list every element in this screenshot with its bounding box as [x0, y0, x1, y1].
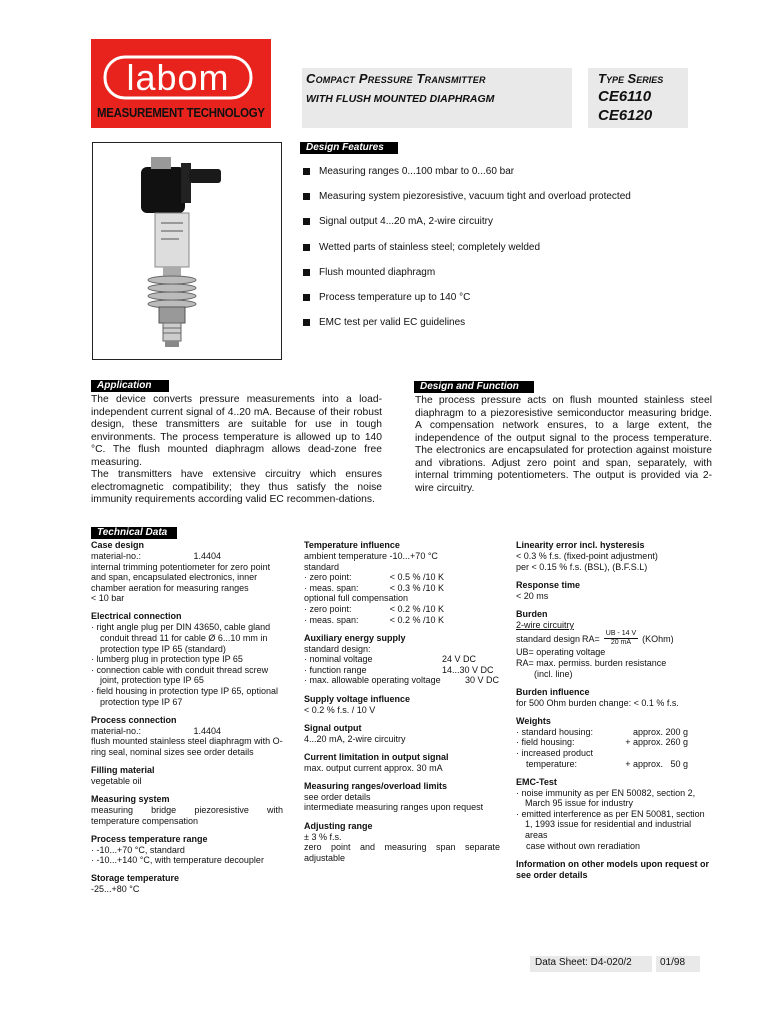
data-sheet-number: Data Sheet: D4-020/2	[535, 957, 632, 968]
electrical-item: · field housing in protection type IP 65, optional protection type IP 67	[91, 686, 278, 707]
emc-item: · emitted interference as per EN 50081, section 1, 1993 issue for residential and industrial areas	[516, 808, 705, 840]
model-ce6120: CE6120	[598, 107, 653, 124]
info-text: Information on other models upon request or see order details	[516, 858, 710, 880]
measuring-ranges-overload	[304, 781, 500, 813]
process-temperature-item: · -10...+140 °C, with temperature decoupler	[91, 855, 264, 866]
burden-influence-text: for 500 Ohm burden change: < 0.1 % f.s.	[516, 697, 679, 708]
nominal-voltage-value: 24 V DC	[442, 654, 477, 665]
weight-value: approx. 200 g	[632, 726, 688, 737]
linearity-error	[516, 540, 716, 572]
meas-span-value: < 0.3 % /10 K	[389, 582, 444, 593]
electrical-item: · lumberg plug in protection type IP 65	[91, 654, 243, 665]
formula-lhs: RA=	[582, 633, 600, 644]
measuring-system	[91, 794, 283, 826]
tech-column-2	[304, 540, 500, 871]
feature-item: Measuring system piezoresistive, vacuum tight and overload protected	[303, 191, 703, 216]
case-material-value: 1.4404	[193, 551, 221, 561]
filling-material	[91, 765, 283, 787]
auxiliary-energy	[304, 633, 500, 686]
electrical-item: · right angle plug per DIN 43650, cable gland conduit thread 11 for cable Ø 6...10 mm in protection type IP 65 (standard)	[91, 622, 271, 654]
weights	[516, 716, 716, 769]
design-function-heading: Design and Function	[414, 381, 534, 393]
formula-unit: (KOhm)	[642, 633, 674, 644]
zero-point-value: < 0.5 % /10 K	[389, 572, 444, 583]
auxiliary-energy-title: Auxiliary energy supply	[304, 632, 406, 643]
storage-temperature-title: Storage temperature	[91, 873, 180, 884]
adjusting-range-line: zero point and measuring span separate adjustable	[304, 842, 500, 863]
design-function-text: The process pressure acts on flush mounted stainless steel diaphragm to a piezoresistive semiconductor measuring bridge. A compensation network ensures, to a large extent, the independence of the output signal to the process temperature. The electronics are encapsulated for protection against moisture and vibrations. Adjust zero point and span, separately, with internal trimming potentiometers. The output is provided via 2-wire circuitry.	[415, 395, 712, 494]
data-sheet-date: 01/98	[660, 957, 686, 968]
brand-tagline: MEASUREMENT TECHNOLOGY	[97, 105, 265, 120]
feature-item: Flush mounted diaphragm	[303, 267, 703, 292]
burden-ra-line-2: (incl. line)	[534, 668, 573, 679]
electrical-item: · connection cable with conduit thread screw joint, protection type IP 65	[91, 664, 269, 686]
current-limitation	[304, 752, 500, 774]
adjusting-range-title: Adjusting range	[304, 820, 373, 831]
filling-material-text: vegetable oil	[91, 776, 142, 786]
function-range-value: 14...30 V DC	[442, 664, 494, 675]
feature-item: EMC test per valid EC guidelines	[303, 317, 703, 342]
tech-column-3	[516, 540, 716, 888]
case-material-label: material-no.:	[91, 551, 142, 561]
burden-ra-line: RA= max. permiss. burden resistance	[516, 657, 667, 668]
response-time-title: Response time	[516, 579, 581, 590]
svg-text:labom: labom	[126, 57, 230, 98]
nominal-voltage-label: · nominal voltage	[304, 654, 373, 665]
meas-span-label: · meas. span:	[304, 582, 359, 593]
max-voltage-label: · max. allowable operating voltage	[304, 675, 441, 686]
type-series-label: Type Series	[598, 71, 664, 86]
tech-column-1	[91, 540, 283, 903]
current-limitation-text: max. output current approx. 30 mA	[304, 762, 443, 773]
meas-span-label: · meas. span:	[304, 614, 359, 625]
formula-fraction	[604, 630, 638, 647]
meas-span-value: < 0.2 % /10 K	[389, 614, 444, 625]
auxiliary-energy-sub: standard design:	[304, 643, 371, 654]
burden-design-label: standard design	[516, 633, 581, 644]
linearity-line: per < 0.15 % f.s. (BSL), (B.F.S.L)	[516, 561, 648, 572]
response-time	[516, 580, 716, 602]
process-connection-title: Process connection	[91, 714, 177, 725]
weight-label: · standard housing:	[516, 726, 594, 737]
electrical-connection	[91, 611, 283, 707]
measuring-system-text: measuring bridge piezoresistive with temperature compensation	[91, 805, 283, 826]
signal-output-text: 4...20 mA, 2-wire circuitry	[304, 733, 406, 744]
burden	[516, 609, 716, 679]
measuring-system-title: Measuring system	[91, 794, 170, 805]
weight-label: temperature:	[516, 758, 578, 769]
process-material-label: material-no.:	[91, 725, 142, 736]
measuring-ranges-line: see order details	[304, 791, 371, 802]
info-note	[516, 859, 716, 881]
application-paragraph-2: The transmitters have extensive circuitry which ensures electromagnetic compatibility; they thus satisfy the noise immunity requirements according valid EC recommen-dations.	[91, 469, 382, 505]
burden-influence	[516, 687, 716, 709]
signal-output-title: Signal output	[304, 722, 362, 733]
footer-divider	[652, 956, 656, 972]
storage-temperature-text: -25...+80 °C	[91, 884, 140, 895]
linearity-line: < 0.3 % f.s. (fixed-point adjustment)	[516, 551, 658, 561]
max-voltage-value: 30 V DC	[464, 675, 499, 686]
signal-output	[304, 723, 500, 745]
optional-compensation: optional full compensation	[304, 593, 409, 604]
temperature-influence	[304, 540, 500, 625]
labom-logo-mark	[103, 55, 253, 100]
weights-title: Weights	[516, 715, 551, 726]
burden-influence-title: Burden influence	[516, 686, 590, 697]
process-material-value: 1.4404	[193, 725, 221, 736]
storage-temperature	[91, 873, 283, 895]
model-ce6110: CE6110	[598, 88, 652, 105]
filling-material-title: Filling material	[91, 765, 155, 775]
feature-item: Wetted parts of stainless steel; completely welded	[303, 242, 703, 267]
case-design-title: Case design	[91, 540, 145, 550]
formula-denominator: 20 mA	[610, 639, 632, 647]
supply-voltage-text: < 0.2 % f.s. / 10 V	[304, 704, 376, 715]
weight-value: + approx. 260 g	[625, 737, 688, 748]
ambient-temperature: ambient temperature -10...+70 °C	[304, 551, 438, 561]
weight-label: · field housing:	[516, 737, 575, 748]
function-range-label: · function range	[304, 664, 367, 675]
standard-label: standard	[304, 561, 340, 572]
emc-test-title: EMC-Test	[516, 776, 557, 787]
supply-voltage-title: Supply voltage influence	[304, 693, 411, 704]
product-photo	[92, 142, 282, 360]
zero-point-value: < 0.2 % /10 K	[389, 603, 444, 614]
measuring-ranges-title: Measuring ranges/overload limits	[304, 780, 448, 791]
application-heading: Application	[91, 380, 169, 392]
design-features-heading: Design Features	[300, 142, 398, 154]
document-title: Compact Pressure Transmitter	[306, 71, 486, 86]
design-features-list	[303, 166, 703, 342]
document-subtitle: WITH FLUSH MOUNTED DIAPHRAGM	[306, 93, 495, 105]
adjusting-range-line: ± 3 % f.s.	[304, 831, 342, 842]
adjusting-range	[304, 821, 500, 864]
weight-value: + approx. 50 g	[625, 758, 688, 769]
process-temperature-item: · -10...+70 °C, standard	[91, 844, 185, 855]
application-text	[91, 394, 382, 507]
current-limitation-title: Current limitation in output signal	[304, 751, 449, 762]
feature-item: Process temperature up to 140 °C	[303, 292, 703, 317]
emc-item: · noise immunity as per EN 50082, section 2, March 95 issue for industry	[516, 787, 696, 809]
emc-test	[516, 777, 716, 852]
measuring-ranges-line: intermediate measuring ranges upon request	[304, 802, 484, 813]
process-connection-text: flush mounted stainless steel diaphragm with O-ring seal, nominal sizes see order details	[91, 736, 283, 757]
emc-extra: case without own reradiation	[526, 840, 641, 851]
process-temperature-range	[91, 834, 283, 866]
burden-circuit: 2-wire circuitry	[516, 619, 575, 630]
supply-voltage-influence	[304, 694, 500, 716]
temperature-influence-title: Temperature influence	[304, 540, 400, 550]
response-time-text: < 20 ms	[516, 590, 549, 601]
weight-label: · increased product	[516, 747, 594, 758]
electrical-connection-title: Electrical connection	[91, 611, 182, 622]
formula-numerator: UB - 14 V	[605, 630, 637, 638]
zero-point-label: · zero point:	[304, 572, 352, 583]
zero-point-label: · zero point:	[304, 603, 352, 614]
feature-item: Measuring ranges 0...100 mbar to 0...60 bar	[303, 166, 703, 191]
burden-formula	[516, 630, 716, 647]
feature-item: Signal output 4...20 mA, 2-wire circuitry	[303, 216, 703, 241]
application-paragraph-1: The device converts pressure measurements into a load-independent current signal of 4..20 mA. Because of their robust design, these transmitters are suitable for use in tough environments. The process temperature is allowed up to 140 °C. The flush mounted diaphragm allows dead-zone free measuring.	[91, 394, 382, 468]
pressure-transmitter-illustration	[93, 143, 281, 359]
case-design-limit: < 10 bar	[91, 593, 125, 604]
case-design-text: internal trimming potentiometer for zero point and span, encapsulated electronics, inner chamber aeration for measuring ranges	[91, 561, 271, 593]
linearity-error-title: Linearity error incl. hysteresis	[516, 540, 645, 550]
process-temperature-title: Process temperature range	[91, 833, 208, 844]
burden-ub-line: UB= operating voltage	[516, 647, 606, 658]
technical-data-heading: Technical Data	[91, 527, 177, 539]
case-design	[91, 540, 283, 604]
process-connection	[91, 715, 283, 758]
burden-title: Burden	[516, 608, 548, 619]
